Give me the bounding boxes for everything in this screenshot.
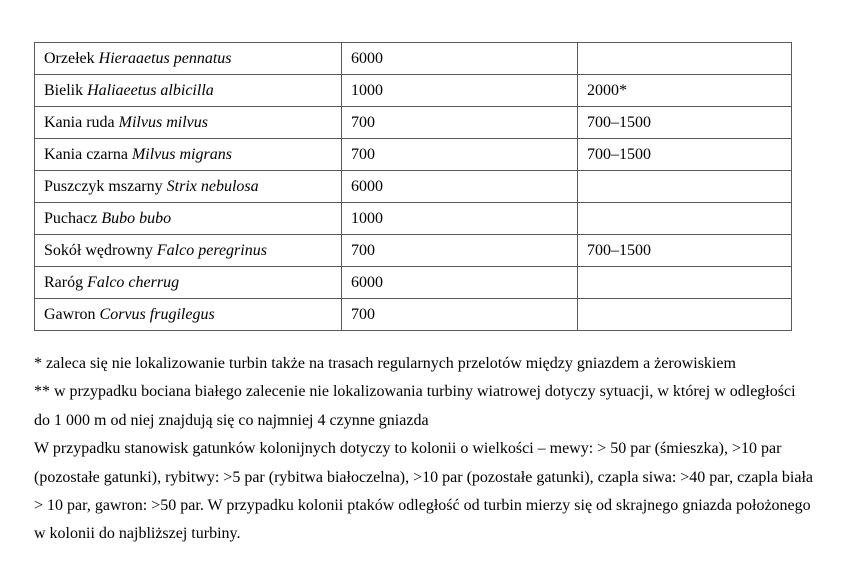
extended-distance-cell xyxy=(578,203,792,235)
species-common-name: Sokół wędrowny xyxy=(44,241,153,259)
species-latin-name: Milvus migrans xyxy=(131,145,232,163)
species-common-name: Raróg xyxy=(44,273,84,291)
species-name-cell xyxy=(35,139,342,171)
extended-distance-cell: 700–1500 xyxy=(578,107,792,139)
species-latin-name: Falco peregrinus xyxy=(156,241,267,259)
species-common-name: Orzełek xyxy=(44,49,95,67)
species-name-cell xyxy=(35,299,342,331)
species-latin-name: Haliaeetus albicilla xyxy=(87,81,214,99)
species-common-name: Bielik xyxy=(44,81,84,99)
species-name-cell xyxy=(35,75,342,107)
extended-distance-cell: 2000* xyxy=(578,75,792,107)
species-name-cell xyxy=(35,171,342,203)
species-common-name: Gawron xyxy=(44,305,96,323)
distance-cell: 1000 xyxy=(342,203,578,235)
footnote-single-asterisk: * zaleca się nie lokalizowanie turbin także na trasach regularnych przelotów między gniazdem a żerowiskiem xyxy=(34,355,736,372)
table-row xyxy=(35,75,792,107)
table-row xyxy=(35,235,792,267)
distance-cell: 6000 xyxy=(342,171,578,203)
extended-distance-cell xyxy=(578,299,792,331)
table-row xyxy=(35,107,792,139)
table-row xyxy=(35,267,792,299)
table-row xyxy=(35,43,792,75)
distance-cell: 700 xyxy=(342,107,578,139)
distance-cell: 700 xyxy=(342,299,578,331)
table-row xyxy=(35,139,792,171)
distance-cell: 6000 xyxy=(342,267,578,299)
extended-distance-cell xyxy=(578,171,792,203)
species-latin-name: Strix nebulosa xyxy=(166,177,259,195)
species-name-cell xyxy=(35,107,342,139)
colonial-species-note: W przypadku stanowisk gatunków kolonijnych dotyczy to kolonii o wielkości – mewy: > 50 par (śmieszka), >10 par (pozostałe gatunki), rybitwy: >5 par (rybitwa białoczelna), >10 par (pozostałe gatunki), czapla siwa: >40 par, czapla biała > 10 par, gawron: >50 par. W przypadku kolonii ptaków odległość od turbin mierzy się od skrajnego gniazda położonego w kolonii do najbliższej turbiny. xyxy=(34,440,814,543)
extended-distance-cell xyxy=(578,43,792,75)
species-latin-name: Hieraaetus pennatus xyxy=(98,49,232,67)
footnote-double-asterisk: ** w przypadku bociana białego zalecenie nie lokalizowania turbiny wiatrowej dotyczy sytuacji, w której w odległości do 1 000 m od niej znajdują się co najmniej 4 czynne gniazda xyxy=(34,383,796,429)
species-name-cell xyxy=(35,235,342,267)
extended-distance-cell: 700–1500 xyxy=(578,139,792,171)
species-name-cell xyxy=(35,43,342,75)
species-latin-name: Milvus milvus xyxy=(118,113,208,131)
species-common-name: Puchacz xyxy=(44,209,98,227)
species-common-name: Kania ruda xyxy=(44,113,115,131)
species-common-name: Puszczyk mszarny xyxy=(44,177,163,195)
species-distance-table xyxy=(34,42,792,331)
distance-cell: 700 xyxy=(342,139,578,171)
distance-cell: 700 xyxy=(342,235,578,267)
document-page xyxy=(34,42,834,549)
species-latin-name: Corvus frugilegus xyxy=(99,305,215,323)
table-row xyxy=(35,171,792,203)
distance-cell: 1000 xyxy=(342,75,578,107)
extended-distance-cell: 700–1500 xyxy=(578,235,792,267)
species-common-name: Kania czarna xyxy=(44,145,128,163)
table-row xyxy=(35,203,792,235)
extended-distance-cell xyxy=(578,267,792,299)
species-latin-name: Falco cherrug xyxy=(87,273,180,291)
species-latin-name: Bubo bubo xyxy=(101,209,172,227)
species-name-cell xyxy=(35,267,342,299)
distance-cell: 6000 xyxy=(342,43,578,75)
species-name-cell xyxy=(35,203,342,235)
table-row xyxy=(35,299,792,331)
footnotes xyxy=(34,350,814,549)
